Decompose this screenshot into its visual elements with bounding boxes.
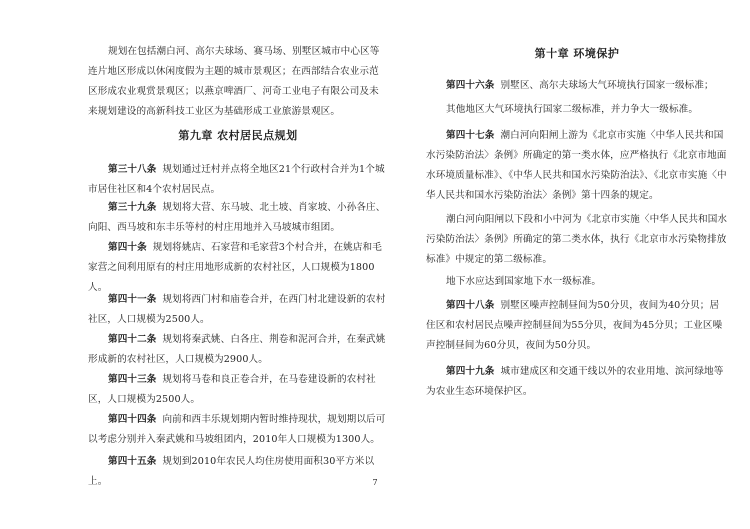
article-text: 规划将大营、东马坡、北土坡、肖家坡、小孙各庄、向阳、西马坡和东丰乐等村的村庄用地并入马坡城市组团。 [88, 202, 386, 233]
article-label: 第四十九条 [446, 366, 495, 377]
article-text: 潮白河向阳闸上游为《北京市实施〈中华人民共和国水污染防治法〉条例》所确定的第一类水体，应严格执行《北京市地面水环境质量标准》、《中华人民共和国水污染防治法》、《北京市实施〈中华人民共和国水污染防治法〉条例》第十四条的规定。 [426, 130, 727, 201]
article-44 [88, 410, 388, 450]
article-text: 规划通过迁村并点将全地区21个行政村合并为1个城市居住社区和4个农村居民点。 [88, 164, 385, 195]
intro-paragraph: 规划在包括潮白河、高尔夫球场、赛马场、别墅区城市中心区等连片地区形成以休闲度假为主题的城市景观区；在西部结合农业示范区形成农业观赏景观区；以燕京啤酒厂、河奇工业电子有限公司及未来规划建设的高新科技工业区为基础形成工业旅游景观区。 [88, 46, 380, 117]
article-label: 第四十八条 [446, 300, 495, 311]
article-38 [88, 160, 388, 200]
article-42 [88, 330, 388, 370]
chapter-9-title: 第九章 农村居民点规划 [178, 129, 298, 142]
article-39 [88, 198, 388, 238]
page-number: 7 [372, 478, 378, 487]
article-text: 别墅区噪声控制昼间为50分贝，夜间为40分贝；居住区和农村居民点噪声控制昼间为55分贝，夜间为45分贝；工业区噪声控制昼间为60分贝，夜间为50分贝。 [426, 300, 723, 351]
article-49 [426, 362, 728, 402]
article-label: 第四十一条 [108, 294, 157, 305]
article-label: 第四十七条 [446, 130, 495, 141]
article-text: 地下水应达到国家地下水一级标准。 [446, 276, 602, 287]
article-45 [88, 452, 388, 492]
article-label: 第四十五条 [108, 456, 157, 467]
article-text: 规划到2010年农民人均住房使用面积30平方米以上。 [88, 456, 375, 487]
article-47-paragraph-3 [426, 272, 728, 292]
article-text: 城市建成区和交通干线以外的农业用地、滨河绿地等为农业生态环境保护区。 [426, 366, 724, 397]
article-41 [88, 290, 388, 330]
article-43 [88, 370, 388, 410]
article-text: 规划将西门村和庙卷合并，在西门村北建设新的农村社区，人口规模为2500人。 [88, 294, 386, 325]
article-40 [88, 238, 388, 298]
article-text: 规划将姚店、石家营和毛家营3个村合并，在姚店和毛家营之间利用原有的村庄用地形成新的农村社区，人口规模为1800人。 [88, 242, 382, 293]
article-text: 别墅区、高尔夫球场大气环境执行国家一级标准； [500, 80, 714, 91]
article-46 [426, 76, 728, 96]
article-47 [426, 126, 728, 206]
article-label: 第三十八条 [108, 164, 157, 175]
article-label: 第三十九条 [108, 202, 157, 213]
article-label: 第四十条 [108, 242, 147, 253]
article-label: 第四十六条 [446, 80, 495, 91]
article-46-continuation [426, 100, 728, 120]
article-text: 其他地区大气环境执行国家二级标准，并力争大一级标准。 [446, 104, 699, 115]
chapter-10-title: 第十章 环境保护 [534, 47, 620, 60]
article-label: 第四十四条 [108, 414, 157, 425]
article-text: 潮白河向阳闸以下段和小中河为《北京市实施〈中华人民共和国水污染防治法〉条例》所确定的第二类水体，执行《北京市水污染物排放标准》中规定的第二级标准。 [426, 214, 728, 265]
article-label: 第四十二条 [108, 334, 157, 345]
article-text: 向前和西丰乐规划期内暂时维持现状，规划期以后可以考虑分别并入秦武姚和马坡组团内，2010年人口规模为1300人。 [88, 414, 386, 445]
article-47-paragraph-2 [426, 210, 728, 270]
article-48 [426, 296, 728, 356]
article-text: 规划将秦武姚、白各庄、荆卷和泥河合并，在秦武姚形成新的农村社区，人口规模为2900人。 [88, 334, 386, 365]
article-text: 规划将马卷和良正卷合并，在马卷建设新的农村社区，人口规模为2500人。 [88, 374, 376, 405]
article-label: 第四十三条 [108, 374, 157, 385]
